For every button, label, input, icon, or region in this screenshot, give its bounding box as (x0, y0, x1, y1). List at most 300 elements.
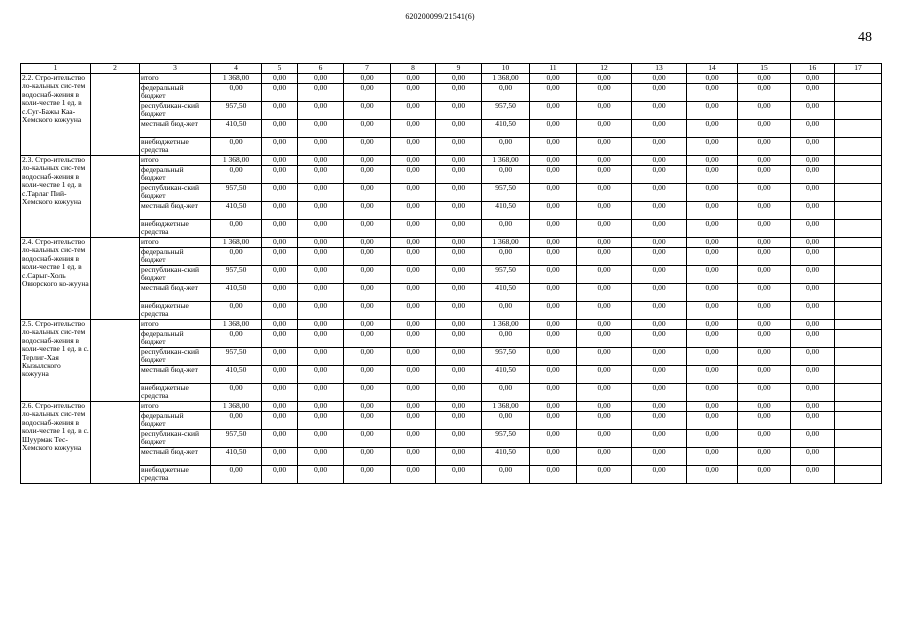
value-cell: 0,00 (262, 412, 298, 430)
value-cell: 0,00 (738, 302, 791, 320)
value-cell: 0,00 (298, 220, 344, 238)
value-cell: 0,00 (687, 348, 738, 366)
value-cell: 957,50 (211, 430, 262, 448)
value-cell: 0,00 (482, 248, 530, 266)
value-cell: 0,00 (632, 320, 687, 330)
table-body (21, 74, 882, 484)
value-cell: 0,00 (211, 466, 262, 484)
value-cell: 1 368,00 (211, 156, 262, 166)
value-cell: 0,00 (687, 330, 738, 348)
value-cell: 1 368,00 (211, 74, 262, 84)
col17-cell (835, 120, 882, 138)
value-cell: 0,00 (632, 184, 687, 202)
col-header: 11 (530, 64, 577, 74)
value-cell: 0,00 (344, 202, 391, 220)
value-cell: 0,00 (738, 284, 791, 302)
value-cell: 0,00 (262, 284, 298, 302)
value-cell: 0,00 (344, 320, 391, 330)
value-cell: 0,00 (436, 412, 482, 430)
value-cell: 0,00 (577, 220, 632, 238)
value-cell: 410,50 (482, 448, 530, 466)
value-cell: 0,00 (791, 302, 835, 320)
col17-cell (835, 202, 882, 220)
value-cell: 0,00 (262, 220, 298, 238)
value-cell: 0,00 (687, 366, 738, 384)
table-row (21, 466, 882, 484)
table-row (21, 430, 882, 448)
col17-cell (835, 366, 882, 384)
value-cell: 0,00 (211, 302, 262, 320)
value-cell: 0,00 (577, 384, 632, 402)
value-cell: 0,00 (482, 384, 530, 402)
value-cell: 0,00 (436, 102, 482, 120)
value-cell: 0,00 (577, 238, 632, 248)
value-cell: 0,00 (391, 238, 436, 248)
value-cell: 0,00 (344, 238, 391, 248)
value-cell: 0,00 (344, 166, 391, 184)
value-cell: 0,00 (687, 120, 738, 138)
value-cell: 0,00 (436, 166, 482, 184)
value-cell: 957,50 (211, 266, 262, 284)
col-header: 16 (791, 64, 835, 74)
col-header: 9 (436, 64, 482, 74)
value-cell: 0,00 (738, 184, 791, 202)
value-cell: 0,00 (298, 384, 344, 402)
value-cell: 0,00 (482, 412, 530, 430)
value-cell: 0,00 (530, 202, 577, 220)
value-cell: 1 368,00 (482, 402, 530, 412)
value-cell: 0,00 (530, 138, 577, 156)
value-cell: 0,00 (632, 156, 687, 166)
value-cell: 0,00 (632, 166, 687, 184)
value-cell: 0,00 (344, 248, 391, 266)
value-cell: 0,00 (298, 430, 344, 448)
col-header: 7 (344, 64, 391, 74)
value-cell: 0,00 (738, 402, 791, 412)
value-cell: 0,00 (738, 366, 791, 384)
value-cell: 0,00 (344, 84, 391, 102)
col17-cell (835, 348, 882, 366)
value-cell: 0,00 (298, 84, 344, 102)
funding-source-cell: федеральный бюджет (140, 84, 211, 102)
table-row (21, 74, 882, 84)
funding-source-cell: местный бюд-жет (140, 448, 211, 466)
value-cell: 0,00 (436, 366, 482, 384)
col-header: 12 (577, 64, 632, 74)
table-row (21, 348, 882, 366)
value-cell: 0,00 (687, 412, 738, 430)
value-cell: 0,00 (791, 74, 835, 84)
value-cell: 0,00 (530, 166, 577, 184)
value-cell: 0,00 (391, 348, 436, 366)
value-cell: 0,00 (436, 238, 482, 248)
value-cell: 0,00 (482, 302, 530, 320)
value-cell: 0,00 (791, 120, 835, 138)
value-cell: 0,00 (391, 466, 436, 484)
value-cell: 0,00 (211, 330, 262, 348)
value-cell: 0,00 (262, 166, 298, 184)
value-cell: 0,00 (262, 202, 298, 220)
value-cell: 0,00 (298, 348, 344, 366)
value-cell: 0,00 (436, 448, 482, 466)
value-cell: 410,50 (211, 284, 262, 302)
value-cell: 0,00 (262, 384, 298, 402)
value-cell: 0,00 (530, 74, 577, 84)
value-cell: 1 368,00 (211, 402, 262, 412)
value-cell: 0,00 (262, 156, 298, 166)
table-row (21, 220, 882, 238)
value-cell: 957,50 (482, 184, 530, 202)
value-cell: 0,00 (632, 384, 687, 402)
value-cell: 0,00 (262, 138, 298, 156)
value-cell: 0,00 (530, 156, 577, 166)
value-cell: 957,50 (482, 266, 530, 284)
value-cell: 0,00 (391, 384, 436, 402)
value-cell: 0,00 (632, 138, 687, 156)
value-cell: 0,00 (344, 430, 391, 448)
table-row (21, 238, 882, 248)
value-cell: 0,00 (791, 366, 835, 384)
value-cell: 0,00 (391, 120, 436, 138)
funding-source-cell: итого (140, 156, 211, 166)
col-header: 13 (632, 64, 687, 74)
value-cell: 0,00 (738, 166, 791, 184)
value-cell: 0,00 (530, 220, 577, 238)
value-cell: 0,00 (391, 138, 436, 156)
value-cell: 0,00 (738, 430, 791, 448)
value-cell: 0,00 (298, 366, 344, 384)
value-cell: 0,00 (738, 138, 791, 156)
value-cell: 0,00 (344, 466, 391, 484)
value-cell: 0,00 (298, 320, 344, 330)
value-cell: 1 368,00 (482, 156, 530, 166)
value-cell: 0,00 (687, 156, 738, 166)
value-cell: 0,00 (632, 412, 687, 430)
value-cell: 0,00 (632, 302, 687, 320)
table-row (21, 384, 882, 402)
value-cell: 0,00 (344, 284, 391, 302)
value-cell: 0,00 (298, 466, 344, 484)
value-cell: 0,00 (632, 430, 687, 448)
value-cell: 0,00 (262, 74, 298, 84)
value-cell: 410,50 (211, 448, 262, 466)
value-cell: 0,00 (530, 412, 577, 430)
value-cell: 0,00 (391, 302, 436, 320)
value-cell: 0,00 (577, 84, 632, 102)
col17-cell (835, 74, 882, 84)
col17-cell (835, 412, 882, 430)
value-cell: 0,00 (687, 238, 738, 248)
value-cell: 0,00 (436, 348, 482, 366)
value-cell: 0,00 (738, 266, 791, 284)
col17-cell (835, 138, 882, 156)
value-cell: 0,00 (687, 184, 738, 202)
value-cell: 0,00 (262, 102, 298, 120)
value-cell: 0,00 (577, 120, 632, 138)
value-cell: 0,00 (262, 402, 298, 412)
value-cell: 0,00 (530, 302, 577, 320)
value-cell: 0,00 (632, 466, 687, 484)
value-cell: 0,00 (391, 266, 436, 284)
value-cell: 0,00 (344, 102, 391, 120)
value-cell: 0,00 (530, 102, 577, 120)
value-cell: 0,00 (632, 120, 687, 138)
value-cell: 0,00 (530, 430, 577, 448)
value-cell: 0,00 (530, 248, 577, 266)
value-cell: 1 368,00 (211, 238, 262, 248)
funding-source-cell: внебюджетные средства (140, 384, 211, 402)
value-cell: 0,00 (687, 402, 738, 412)
value-cell: 410,50 (482, 366, 530, 384)
table-row (21, 320, 882, 330)
value-cell: 0,00 (344, 120, 391, 138)
value-cell: 0,00 (791, 202, 835, 220)
value-cell: 0,00 (791, 466, 835, 484)
value-cell: 0,00 (738, 156, 791, 166)
col17-cell (835, 184, 882, 202)
table-row (21, 330, 882, 348)
col17-cell (835, 384, 882, 402)
table-row (21, 412, 882, 430)
table-row (21, 248, 882, 266)
value-cell: 0,00 (344, 302, 391, 320)
funding-source-cell: итого (140, 238, 211, 248)
value-cell: 0,00 (577, 412, 632, 430)
value-cell: 957,50 (482, 348, 530, 366)
value-cell: 0,00 (344, 402, 391, 412)
value-cell: 0,00 (391, 320, 436, 330)
col17-cell (835, 102, 882, 120)
value-cell: 0,00 (687, 166, 738, 184)
value-cell: 0,00 (436, 138, 482, 156)
value-cell: 0,00 (577, 330, 632, 348)
col17-cell (835, 448, 882, 466)
value-cell: 0,00 (632, 84, 687, 102)
value-cell: 0,00 (211, 412, 262, 430)
measure-name-cell: 2.2. Стро-ительство ло-кальных сис-тем водоснаб-жения в коли-честве 1 ед. в с.Суг-Бажы Каа-Хемского кожууна (21, 74, 91, 156)
col-header: 5 (262, 64, 298, 74)
value-cell: 0,00 (632, 448, 687, 466)
measure-name-cell: 2.6. Стро-ительство ло-кальных сис-тем водоснаб-жения в коли-честве 1 ед. в с. Шуурмак Тес-Хемского кожууна (21, 402, 91, 484)
value-cell: 0,00 (577, 402, 632, 412)
value-cell: 0,00 (687, 266, 738, 284)
value-cell: 0,00 (436, 330, 482, 348)
col2-cell (91, 402, 140, 484)
value-cell: 0,00 (436, 120, 482, 138)
value-cell: 0,00 (391, 412, 436, 430)
value-cell: 0,00 (738, 412, 791, 430)
value-cell: 0,00 (344, 412, 391, 430)
funding-source-cell: республикан-ский бюджет (140, 266, 211, 284)
value-cell: 0,00 (791, 84, 835, 102)
table-row (21, 120, 882, 138)
value-cell: 0,00 (738, 320, 791, 330)
value-cell: 0,00 (791, 184, 835, 202)
value-cell: 0,00 (262, 366, 298, 384)
value-cell: 0,00 (687, 320, 738, 330)
value-cell: 0,00 (687, 430, 738, 448)
funding-source-cell: республикан-ский бюджет (140, 102, 211, 120)
value-cell: 0,00 (577, 166, 632, 184)
value-cell: 0,00 (436, 284, 482, 302)
col2-cell (91, 238, 140, 320)
value-cell: 957,50 (482, 102, 530, 120)
col-header: 2 (91, 64, 140, 74)
col17-cell (835, 248, 882, 266)
value-cell: 0,00 (391, 330, 436, 348)
value-cell: 0,00 (298, 284, 344, 302)
value-cell: 0,00 (344, 330, 391, 348)
value-cell: 0,00 (577, 202, 632, 220)
value-cell: 0,00 (298, 238, 344, 248)
value-cell: 0,00 (482, 330, 530, 348)
value-cell: 0,00 (632, 284, 687, 302)
value-cell: 0,00 (687, 448, 738, 466)
value-cell: 0,00 (262, 448, 298, 466)
value-cell: 0,00 (530, 120, 577, 138)
value-cell: 0,00 (298, 138, 344, 156)
value-cell: 0,00 (391, 248, 436, 266)
value-cell: 0,00 (298, 302, 344, 320)
value-cell: 0,00 (262, 466, 298, 484)
value-cell: 0,00 (530, 366, 577, 384)
value-cell: 0,00 (577, 430, 632, 448)
value-cell: 0,00 (262, 320, 298, 330)
value-cell: 0,00 (687, 466, 738, 484)
col17-cell (835, 220, 882, 238)
value-cell: 0,00 (262, 120, 298, 138)
value-cell: 0,00 (344, 138, 391, 156)
value-cell: 0,00 (738, 248, 791, 266)
col-header: 15 (738, 64, 791, 74)
value-cell: 0,00 (791, 102, 835, 120)
col-header: 14 (687, 64, 738, 74)
value-cell: 0,00 (791, 330, 835, 348)
value-cell: 0,00 (577, 320, 632, 330)
table-row (21, 102, 882, 120)
value-cell: 0,00 (482, 84, 530, 102)
value-cell: 0,00 (344, 384, 391, 402)
value-cell: 0,00 (632, 202, 687, 220)
value-cell: 0,00 (577, 466, 632, 484)
value-cell: 0,00 (632, 330, 687, 348)
value-cell: 0,00 (577, 74, 632, 84)
value-cell: 957,50 (211, 184, 262, 202)
value-cell: 0,00 (577, 284, 632, 302)
value-cell: 0,00 (791, 248, 835, 266)
value-cell: 0,00 (298, 330, 344, 348)
measure-name-cell: 2.5. Стро-ительство ло-кальных сис-тем водоснаб-жения в коли-честве 1 ед. в с. Терлиг-Хая Кызылского кожууна (21, 320, 91, 402)
value-cell: 0,00 (262, 430, 298, 448)
col17-cell (835, 466, 882, 484)
value-cell: 0,00 (344, 348, 391, 366)
value-cell: 0,00 (632, 74, 687, 84)
value-cell: 0,00 (262, 238, 298, 248)
value-cell: 0,00 (391, 202, 436, 220)
funding-source-cell: итого (140, 320, 211, 330)
value-cell: 0,00 (344, 448, 391, 466)
funding-source-cell: внебюджетные средства (140, 302, 211, 320)
value-cell: 0,00 (530, 266, 577, 284)
value-cell: 0,00 (791, 266, 835, 284)
value-cell: 0,00 (482, 166, 530, 184)
value-cell: 0,00 (436, 266, 482, 284)
value-cell: 0,00 (436, 156, 482, 166)
value-cell: 410,50 (482, 202, 530, 220)
value-cell: 0,00 (298, 266, 344, 284)
col-header: 4 (211, 64, 262, 74)
value-cell: 0,00 (791, 320, 835, 330)
value-cell: 0,00 (791, 430, 835, 448)
value-cell: 0,00 (436, 430, 482, 448)
value-cell: 0,00 (436, 84, 482, 102)
value-cell: 0,00 (577, 248, 632, 266)
value-cell: 0,00 (687, 284, 738, 302)
value-cell: 0,00 (436, 202, 482, 220)
col-header: 10 (482, 64, 530, 74)
col17-cell (835, 166, 882, 184)
table-row (21, 448, 882, 466)
value-cell: 1 368,00 (482, 238, 530, 248)
value-cell: 410,50 (211, 366, 262, 384)
value-cell: 0,00 (577, 366, 632, 384)
funding-source-cell: республикан-ский бюджет (140, 430, 211, 448)
value-cell: 0,00 (632, 220, 687, 238)
funding-source-cell: федеральный бюджет (140, 166, 211, 184)
col2-cell (91, 74, 140, 156)
value-cell: 0,00 (530, 384, 577, 402)
value-cell: 0,00 (391, 430, 436, 448)
funding-source-cell: местный бюд-жет (140, 202, 211, 220)
value-cell: 0,00 (436, 220, 482, 238)
value-cell: 0,00 (577, 448, 632, 466)
value-cell: 0,00 (344, 220, 391, 238)
col17-cell (835, 284, 882, 302)
value-cell: 0,00 (391, 402, 436, 412)
value-cell: 0,00 (738, 384, 791, 402)
col17-cell (835, 266, 882, 284)
col-header: 6 (298, 64, 344, 74)
value-cell: 0,00 (738, 466, 791, 484)
col17-cell (835, 302, 882, 320)
table-row (21, 202, 882, 220)
table-row (21, 402, 882, 412)
value-cell: 0,00 (791, 238, 835, 248)
value-cell: 0,00 (530, 238, 577, 248)
value-cell: 0,00 (391, 448, 436, 466)
value-cell: 0,00 (298, 166, 344, 184)
value-cell: 0,00 (298, 402, 344, 412)
value-cell: 0,00 (298, 412, 344, 430)
value-cell: 0,00 (344, 156, 391, 166)
value-cell: 1 368,00 (211, 320, 262, 330)
value-cell: 0,00 (391, 156, 436, 166)
table-row (21, 184, 882, 202)
value-cell: 0,00 (436, 466, 482, 484)
value-cell: 0,00 (211, 384, 262, 402)
value-cell: 0,00 (791, 348, 835, 366)
value-cell: 0,00 (687, 220, 738, 238)
value-cell: 0,00 (687, 248, 738, 266)
value-cell: 0,00 (738, 120, 791, 138)
col2-cell (91, 320, 140, 402)
value-cell: 0,00 (262, 302, 298, 320)
col-header: 8 (391, 64, 436, 74)
value-cell: 0,00 (530, 284, 577, 302)
funding-source-cell: республикан-ский бюджет (140, 184, 211, 202)
value-cell: 0,00 (436, 320, 482, 330)
value-cell: 0,00 (530, 84, 577, 102)
